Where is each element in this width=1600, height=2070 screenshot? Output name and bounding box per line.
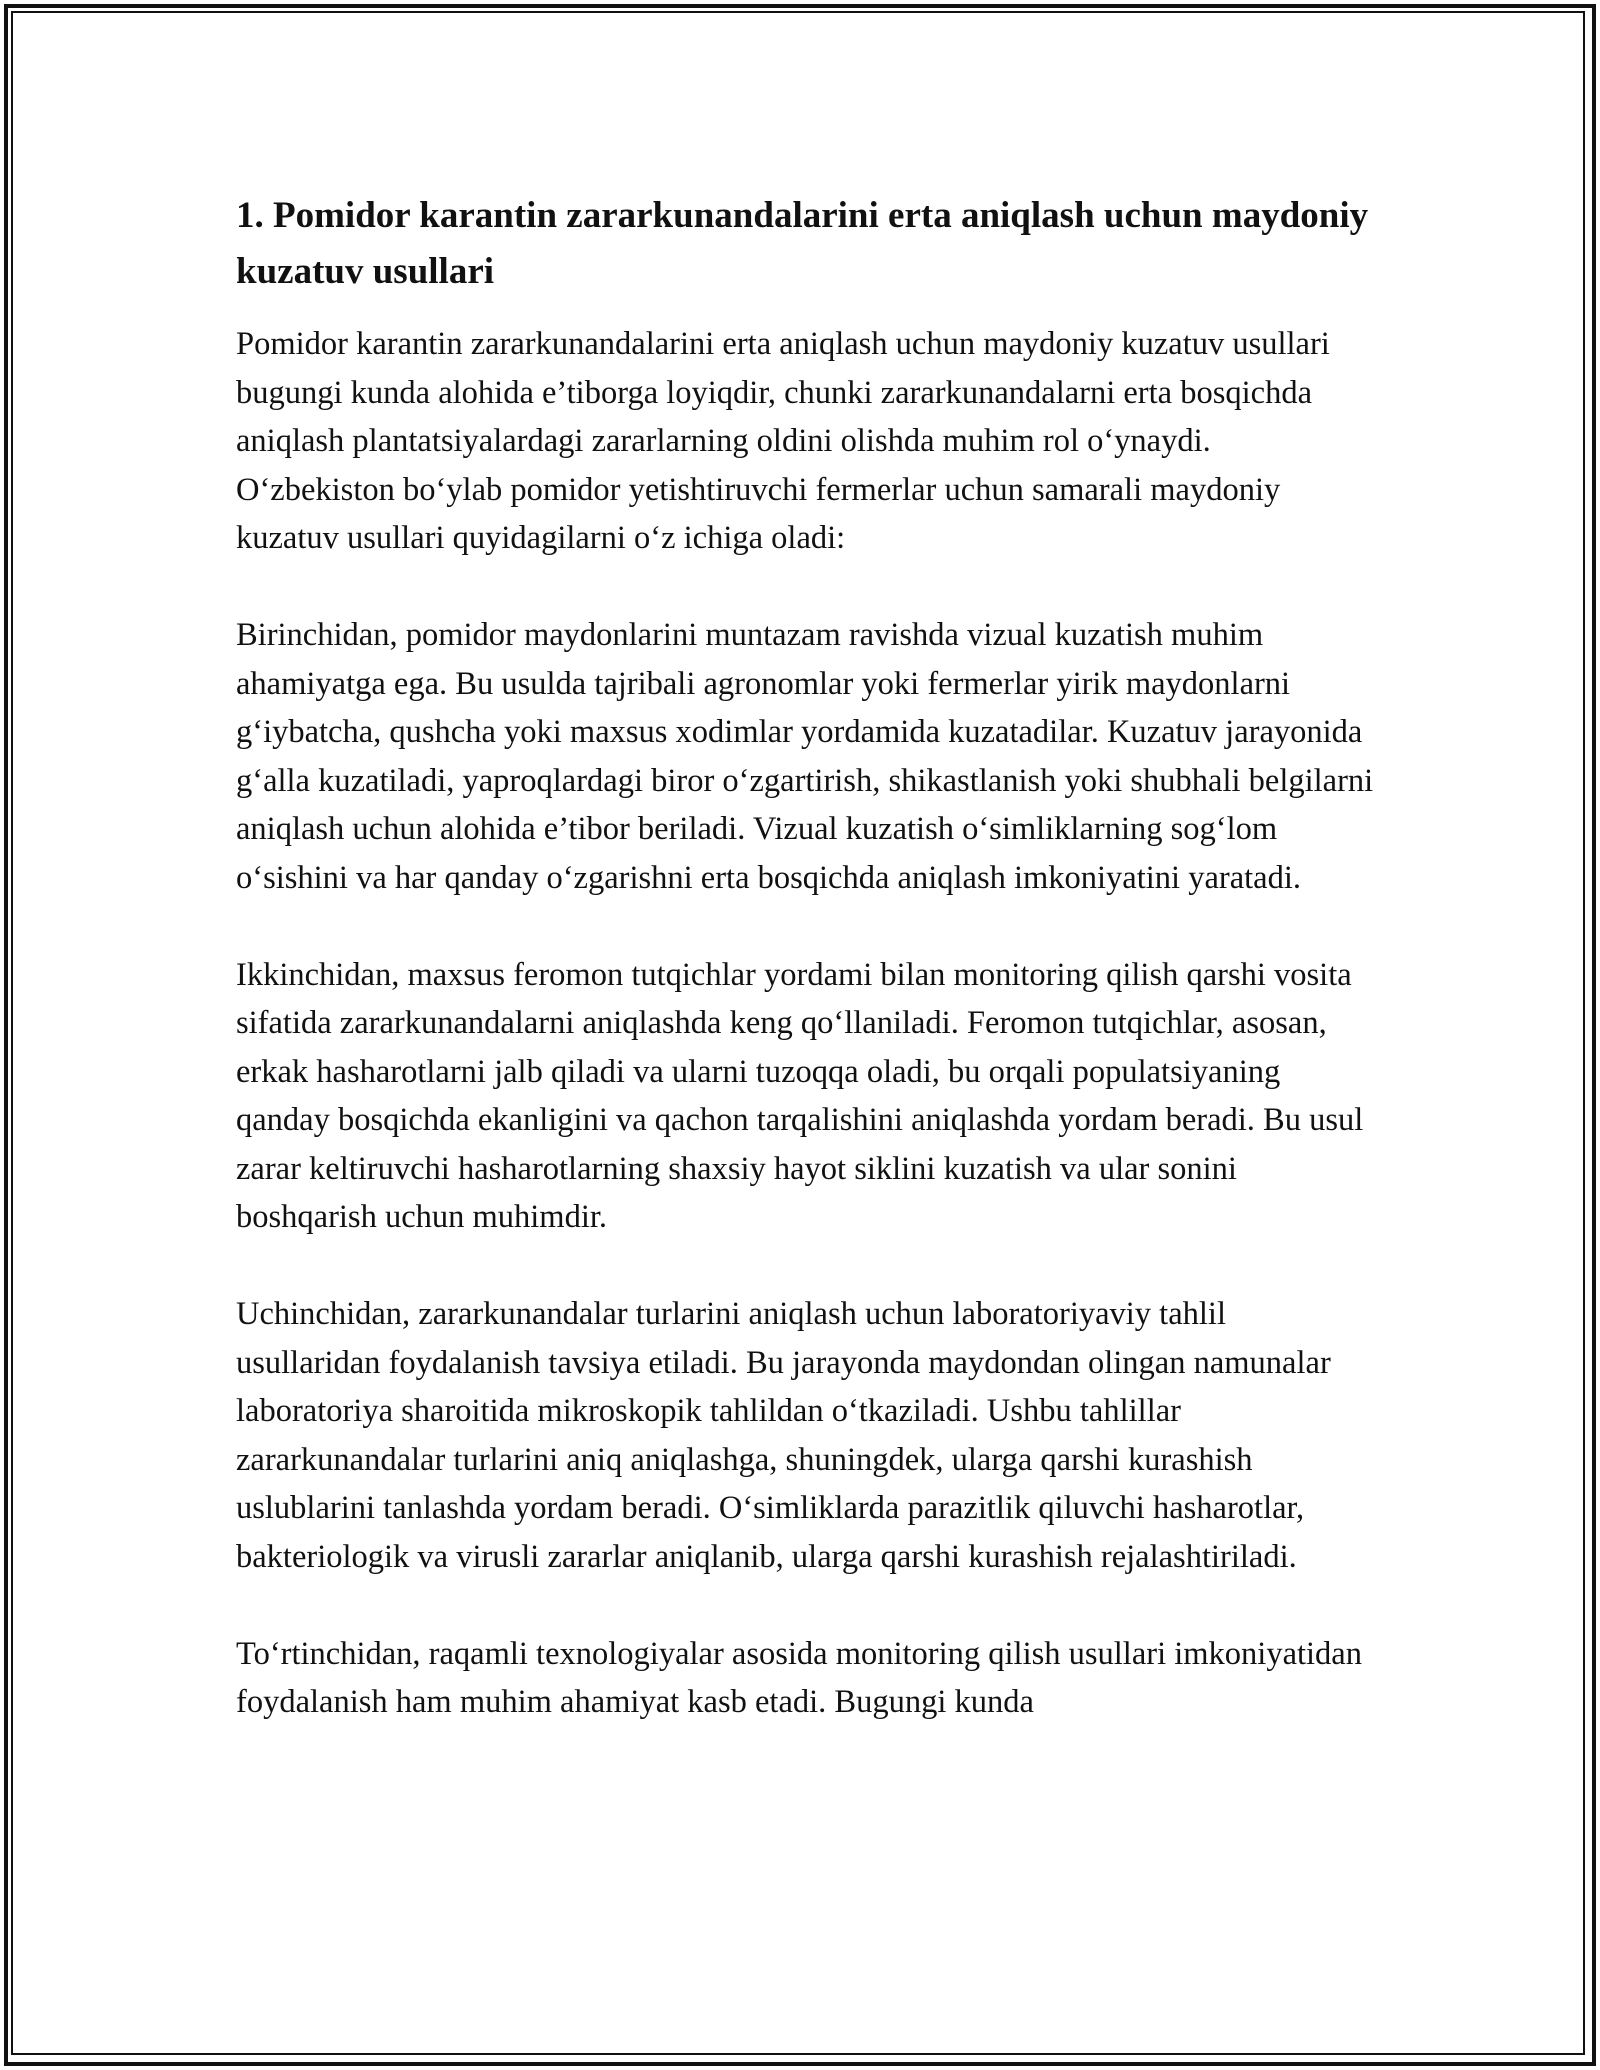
paragraph-fourth: To‘rtinchidan, raqamli texnologiyalar asosida monitoring qilish usullari imkoniyatidan foydalanish ham muhim ahamiyat kasb etadi. Bugungi kunda bbox=[236, 1635, 1362, 1720]
paragraph-first: Birinchidan, pomidor maydonlarini muntazam ravishda vizual kuzatish muhim ahamiyatga ega. Bu usulda tajribali agronomlar yoki fermerlar yirik maydonlarni g‘iybatcha, qushcha yoki maxsus xodimlar yordamida kuzatadilar. Kuzatuv jarayonida g‘alla kuzatiladi, yaproqlardagi biror o‘zgartirish, shikastlanish yoki shubhali belgilarni aniqlash uchun alohida e’tibor beriladi. Vizual kuzatish o‘simliklarning sog‘lom o‘sishini va har qanday o‘zgarishni erta bosqichda aniqlash imkoniyatini yaratadi. bbox=[236, 617, 1374, 896]
paragraph-second: Ikkinchidan, maxsus feromon tutqichlar yordami bilan monitoring qilish qarshi vosita sifatida zararkunandalarni aniqlashda keng qo‘llaniladi. Feromon tutqichlar, asosan, erkak hasharotlarni jalb qiladi va ularni tuzoqqa oladi, bu orqali populatsiyaning qanday bosqichda ekanligini va qachon tarqalishini aniqlashda yordam beradi. Bu usul zarar keltiruvchi hasharotlarning shaxsiy hayot siklini kuzatish va ular sonini boshqarish uchun muhimdir. bbox=[236, 956, 1364, 1235]
section-heading: 1. Pomidor karantin zararkunandalarini erta aniqlash uchun maydoniy kuzatuv usullari bbox=[236, 195, 1369, 292]
document-body bbox=[236, 188, 1374, 1775]
paragraph-intro: Pomidor karantin zararkunandalarini erta aniqlash uchun maydoniy kuzatuv usullari bugungi kunda alohida e’tiborga loyiqdir, chunki zararkunandalarni erta bosqichda aniqlash plantatsiyalardagi zararlarning oldini olishda muhim rol o‘ynaydi. O‘zbekiston bo‘ylab pomidor yetishtiruvchi fermerlar uchun samarali maydoniy kuzatuv usullari quyidagilarni o‘z ichiga oladi: bbox=[236, 326, 1330, 556]
paragraph-third: Uchinchidan, zararkunandalar turlarini aniqlash uchun laboratoriyaviy tahlil usullaridan foydalanish tavsiya etiladi. Bu jarayonda maydondan olingan namunalar laboratoriya sharoitida mikroskopik tahlildan o‘tkaziladi. Ushbu tahlillar zararkunandalar turlarini aniq aniqlashga, shuningdek, ularga qarshi kurashish uslublarini tanlashda yordam beradi. O‘simliklarda parazitlik qiluvchi hasharotlar, bakteriologik va virusli zararlar aniqlanib, ularga qarshi kurashish rejalashtiriladi. bbox=[236, 1296, 1331, 1575]
